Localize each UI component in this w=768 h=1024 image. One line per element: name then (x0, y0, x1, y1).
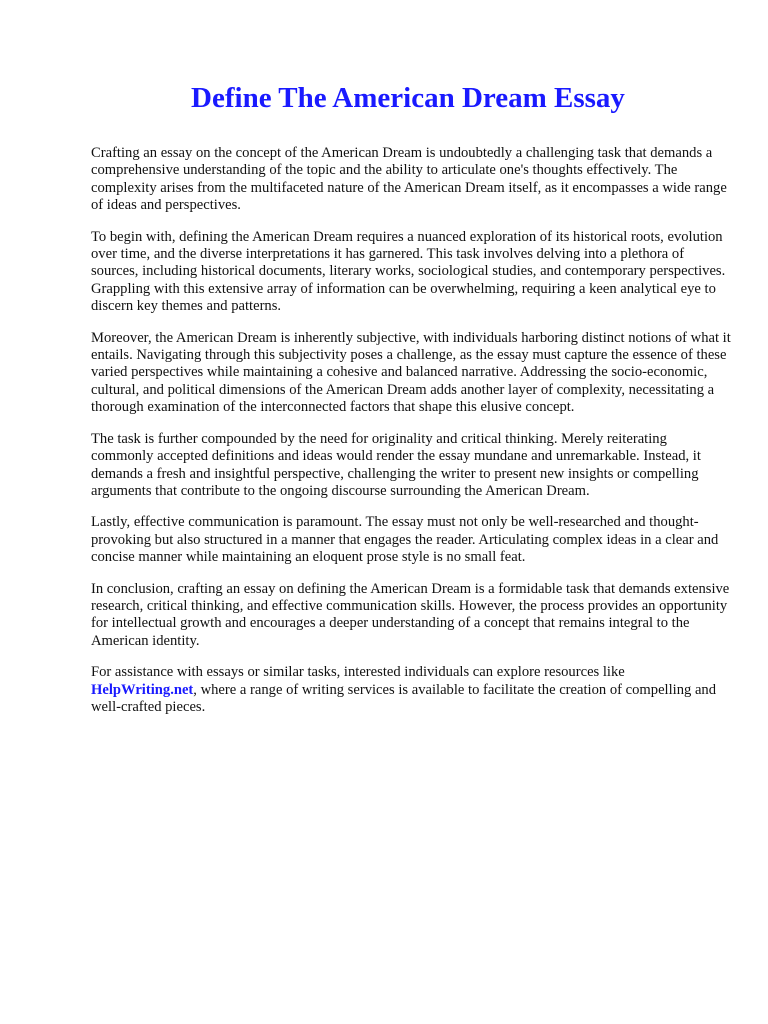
paragraph-subjectivity: Moreover, the American Dream is inherently subjective, with individuals harboring distinct notions of what it entails. Navigating through this subjectivity poses a challenge, as the essay must capture the essence of these varied perspectives while maintaining a cohesive and balanced narrative. Addressing the socio-economic, cultural, and political dimensions of the American Dream adds another layer of complexity, necessitating a thorough examination of the interconnected factors that shape this elusive concept. (91, 329, 731, 416)
essay-body (91, 145, 731, 730)
helpwriting-link[interactable]: HelpWriting.net (91, 681, 194, 698)
closing-text-before-link: For assistance with essays or similar tasks, interested individuals can explore resources like (91, 664, 625, 681)
paragraph-definition: To begin with, defining the American Dream requires a nuanced exploration of its historical roots, evolution over time, and the diverse interpretations it has garnered. This task involves delving into a plethora of sources, including historical documents, literary works, sociological studies, and contemporary perspectives. Grappling with this extensive array of information can be overwhelming, requiring a keen analytical eye to discern key themes and patterns. (91, 228, 726, 315)
closing-text-after-link: , where a range of writing services is available to facilitate the creation of compelling and well-crafted pieces. (91, 681, 717, 715)
paragraph-conclusion: In conclusion, crafting an essay on defining the American Dream is a formidable task that demands extensive research, critical thinking, and effective communication skills. However, the process provides an opportunity for intellectual growth and encourages a deeper understanding of a concept that remains integral to the American identity. (91, 580, 730, 649)
paragraph-intro: Crafting an essay on the concept of the American Dream is undoubtedly a challenging task that demands a comprehensive understanding of the topic and the ability to articulate one's thoughts effectively. The complexity arises from the multifaceted nature of the American Dream itself, as it encompasses a wide range of ideas and perspectives. (91, 145, 727, 214)
paragraph-communication: Lastly, effective communication is paramount. The essay must not only be well-researched and thought-provoking but also structured in a manner that engages the reader. Articulating complex ideas in a clear and concise manner while maintaining an eloquent prose style is no small feat. (91, 514, 719, 566)
paragraph-originality: The task is further compounded by the need for originality and critical thinking. Merely reiterating commonly accepted definitions and ideas would render the essay mundane and unremarkable. Instead, it demands a fresh and insightful perspective, challenging the writer to present new insights or compelling arguments that contribute to the ongoing discourse surrounding the American Dream. (91, 430, 701, 499)
page-title: Define The American Dream Essay (191, 82, 625, 114)
paragraph-closing (91, 664, 731, 716)
